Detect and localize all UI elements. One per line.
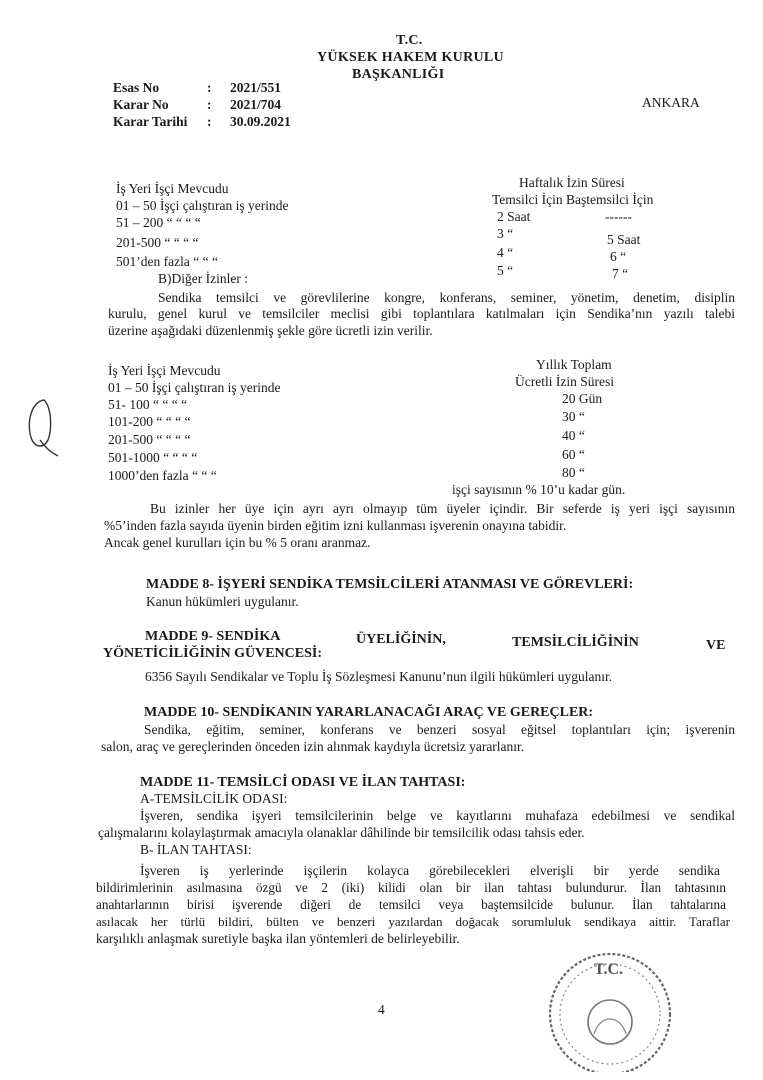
- table-row-value: 60 “: [562, 447, 585, 462]
- section-b-line: kurulu, genel kurul ve temsilciler meclisi gibi toplantılara katılmaları için Sendika’nın yazılı talebi: [108, 306, 735, 321]
- article-9-title-line2: YÖNETİCİLİĞİNİN GÜVENCESİ:: [103, 646, 322, 661]
- table-header-right: Yıllık Toplam: [536, 357, 612, 372]
- article-10-title: MADDE 10- SENDİKANIN YARARLANACAĞI ARAÇ VE GEREÇLER:: [144, 705, 594, 720]
- meta-colon: :: [207, 80, 212, 95]
- article-11-title: MADDE 11- TEMSİLCİ ODASI VE İLAN TAHTASI:: [140, 775, 466, 790]
- meta-value: 30.09.2021: [230, 114, 291, 129]
- meta-label: Esas No: [113, 80, 160, 95]
- table-row-rep: 5 “: [497, 263, 514, 278]
- article-11-b-line: karşılıklı anlaşmak suretiyle başka ilan yöntemleri de belirleyebilir.: [96, 931, 460, 946]
- table-row-range: 101-200 “ “ “ “: [108, 414, 191, 429]
- header-city: ANKARA: [642, 95, 700, 110]
- table-row-range: 201-500 “ “ “ “: [116, 235, 199, 250]
- table-header-left: İş Yeri İşçi Mevcudu: [116, 181, 229, 196]
- section-b-title: B)Diğer İzinler :: [158, 271, 248, 286]
- table-header-right-sub: Temsilci İçin Baştemsilci İçin: [492, 192, 654, 207]
- table-row-range: 501-1000 “ “ “ “: [108, 450, 198, 465]
- article-11-subsection-a: A-TEMSİLCİLİK ODASI:: [140, 791, 288, 806]
- article-11-b-line: İşveren iş yerlerinde işçilerin kolayca görebilecekleri elverişli bir yerde sendika: [140, 863, 720, 878]
- table-header-right: Haftalık İzin Süresi: [519, 175, 625, 190]
- section-b-line: Sendika temsilci ve görevlilerine kongre, konferans, seminer, yönetim, denetim, disiplin: [158, 290, 735, 305]
- table-row-head: 6 “: [610, 249, 627, 264]
- table-row-range: 501’den fazla “ “ “: [116, 254, 218, 269]
- article-11-b-line: asılacak her türlü bildiri, bülten ve benzeri yazılardan doğacak sorumluluk sendikaya aittir. Taraflar: [96, 914, 730, 929]
- meta-colon: :: [207, 114, 212, 129]
- table-row-value: işçi sayısının % 10’u kadar gün.: [452, 482, 626, 497]
- meta-label: Karar Tarihi: [113, 114, 188, 129]
- table-row-value: 40 “: [562, 428, 585, 443]
- table-row-head: 7 “: [612, 266, 629, 281]
- table-row-range: 201-500 “ “ “ “: [108, 432, 191, 447]
- meta-value: 2021/551: [230, 80, 282, 95]
- page-number: 4: [378, 1002, 385, 1017]
- table-header-right-sub: Ücretli İzin Süresi: [515, 374, 614, 389]
- article-11-a-line: çalışmalarını kolaylaştırmak amacıyla olanaklar dâhilinde bir temsilcilik odası tahsis eder.: [98, 825, 585, 840]
- table-row-range: 1000’den fazla “ “ “: [108, 468, 217, 483]
- table-row-value: 80 “: [562, 465, 585, 480]
- training-para-line: Bu izinler her üye için ayrı ayrı olmayıp tüm üyeler içindir. Bir seferde iş yeri işçi sayısının: [150, 501, 735, 516]
- header-tc: T.C.: [396, 33, 423, 48]
- article-11-a-line: İşveren, sendika işyeri temsilcilerinin belge ve kayıtlarını muhafaza edebilmesi ve sendikal: [140, 808, 735, 823]
- header-institution: YÜKSEK HAKEM KURULU: [317, 50, 504, 65]
- table-row-head: ------: [605, 209, 632, 224]
- article-9-title-part: MADDE 9- SENDİKA: [145, 629, 281, 644]
- table-row-rep: 3 “: [497, 226, 514, 241]
- table-row-rep: 2 Saat: [497, 209, 531, 224]
- table-row-range: 01 – 50 İşçi çalıştıran iş yerinde: [116, 198, 289, 213]
- table-row-rep: 4 “: [497, 245, 514, 260]
- table-row-value: 20 Gün: [562, 391, 603, 406]
- article-8-text: Kanun hükümleri uygulanır.: [146, 594, 299, 609]
- table-row-value: 30 “: [562, 409, 585, 424]
- article-9-title-part: VE: [706, 638, 726, 653]
- margin-signature-icon: [22, 396, 62, 458]
- stamp-text: T.C.: [594, 961, 624, 978]
- article-11-b-line: bildirimlerinin asılmasına özgü ve 2 (iki) kilidi olan bir ilan tahtası bulundurur. İlan tahtasının: [96, 880, 726, 895]
- training-para-line: %5’inden fazla sayıda üyenin birden eğitim izni kullanması işverenin onayına tabidir.: [104, 518, 567, 533]
- article-11-b-line: anahtarlarının birisi işverende diğeri de temsilci veya baştemsilcide bulunur. İlan tahtalarına: [96, 897, 726, 912]
- article-11-subsection-b: B- İLAN TAHTASI:: [140, 842, 252, 857]
- table-row-range: 51 – 200 “ “ “ “: [116, 215, 201, 230]
- article-9-title-part: TEMSİLCİLİĞİNİN: [512, 635, 639, 650]
- meta-value: 2021/704: [230, 97, 282, 112]
- table-row-range: 01 – 50 İşçi çalıştıran iş yerinde: [108, 380, 281, 395]
- header-presidency: BAŞKANLIĞI: [352, 67, 445, 82]
- article-9-title-part: ÜYELİĞİNİN,: [356, 632, 446, 647]
- meta-colon: :: [207, 97, 212, 112]
- table-row-head: 5 Saat: [607, 232, 641, 247]
- training-para-line: Ancak genel kurulları için bu % 5 oranı aranmaz.: [104, 535, 371, 550]
- official-stamp-icon: [534, 944, 674, 1072]
- article-9-text: 6356 Sayılı Sendikalar ve Toplu İş Sözleşmesi Kanunu’nun ilgili hükümleri uygulanır.: [145, 669, 613, 684]
- article-10-line: salon, araç ve gereçlerinden önceden izin alınmak kaydıyla ücretsiz yararlanır.: [101, 739, 525, 754]
- table-row-range: 51- 100 “ “ “ “: [108, 397, 188, 412]
- table-header-left: İş Yeri İşçi Mevcudu: [108, 363, 221, 378]
- section-b-line: üzerine aşağıdaki düzenlenmiş şekle göre ücretli izin verilir.: [108, 323, 433, 338]
- article-10-line: Sendika, eğitim, seminer, konferans ve benzeri sosyal eğitsel toplantıları için; işverenin: [144, 722, 735, 737]
- article-8-title: MADDE 8- İŞYERİ SENDİKA TEMSİLCİLERİ ATANMASI VE GÖREVLERİ:: [146, 577, 634, 592]
- meta-label: Karar No: [113, 97, 169, 112]
